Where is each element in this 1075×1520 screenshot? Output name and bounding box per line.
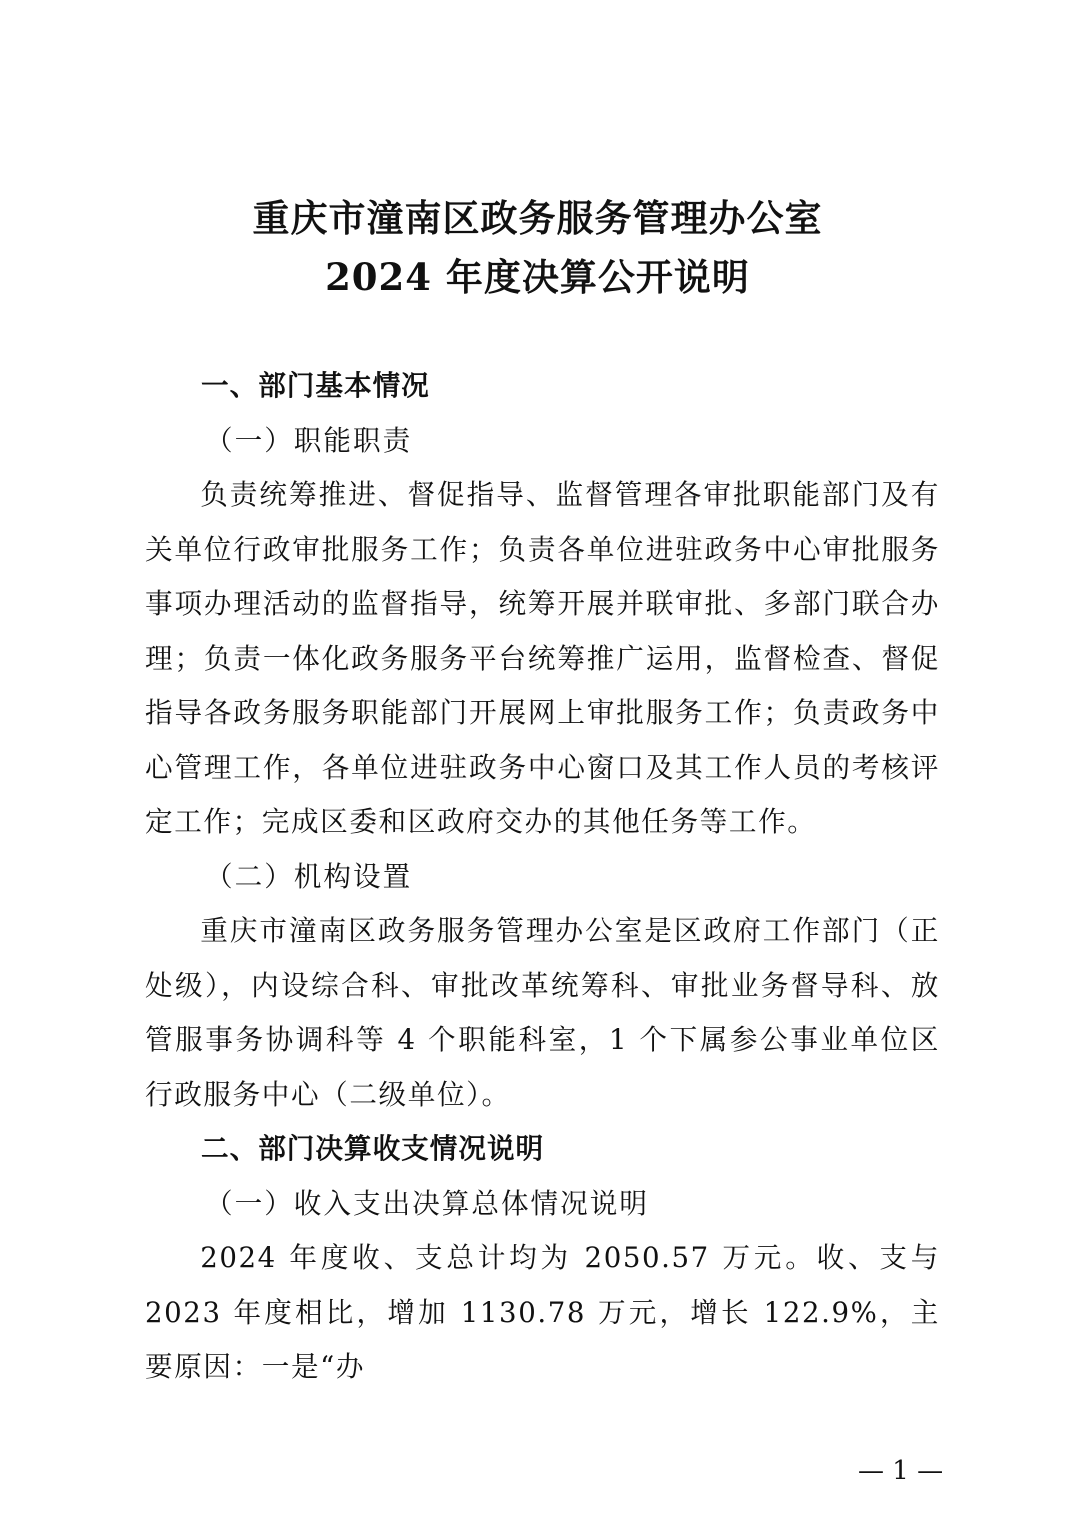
section-heading-basic-info: 一、部门基本情况 xyxy=(201,369,430,402)
subsection-heading-organization: （二）机构设置 xyxy=(205,859,413,893)
subsection-heading-duties: （一）职能职责 xyxy=(205,423,413,457)
title-line-1: 重庆市潼南区政务服务管理办公室 xyxy=(252,197,823,240)
document-title xyxy=(0,190,1075,306)
section-heading-budget: 二、部门决算收支情况说明 xyxy=(201,1132,545,1165)
page-number: — 1 — xyxy=(858,1456,944,1486)
title-line-2: 2024 年度决算公开说明 xyxy=(325,255,750,299)
subsection-heading-overall: （一）收入支出决算总体情况说明 xyxy=(205,1186,649,1220)
paragraph-duties: 负责统筹推进、督促指导、监督管理各审批职能部门及有关单位行政审批服务工作；负责各单位进驻政务中心审批服务事项办理活动的监督指导，统筹开展并联审批、多部门联合办理；负责一体化政务服务平台统筹推广运用，监督检查、督促指导各政务服务职能部门开展网上审批服务工作；负责政务中心管理工作，各单位进驻政务中心窗口及其工作人员的考核评定工作；完成区委和区政府交办的其他任务等工作。 xyxy=(145,478,940,838)
document-body xyxy=(145,359,940,1395)
paragraph-organization: 重庆市潼南区政务服务管理办公室是区政府工作部门（正处级），内设综合科、审批改革统筹科、审批业务督导科、放管服事务协调科等 4 个职能科室，1 个下属参公事业单位区行政服务中心（二级单位）。 xyxy=(145,914,940,1111)
paragraph-overall: 2024 年度收、支总计均为 2050.57 万元。收、支与 2023 年度相比，增加 1130.78 万元，增长 122.9%，主要原因：一是“办 xyxy=(145,1241,940,1383)
